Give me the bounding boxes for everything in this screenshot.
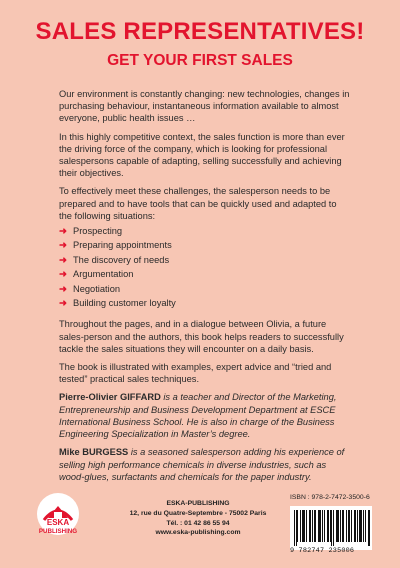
list-item-label: Building customer loyalty: [73, 298, 176, 309]
barcode-bar: [351, 510, 352, 542]
arrow-icon: ➜: [59, 226, 67, 237]
list-item-label: Argumentation: [73, 269, 134, 280]
paragraph-challenges: To effectively meet these challenges, the salesperson needs to be prepared and to have tools that can be quickly used and adapted to the following situations:: [59, 186, 337, 221]
list-item-label: Negotiation: [73, 283, 121, 294]
list-item: [59, 296, 351, 310]
arrow-icon: ➜: [59, 298, 67, 309]
barcode-bar: [349, 510, 350, 542]
barcode-bar: [324, 510, 325, 542]
barcode-bar: [365, 510, 366, 542]
barcode-bar: [331, 510, 332, 546]
barcode-bar: [297, 510, 298, 542]
barcode-bar: [303, 510, 304, 542]
cover-title: SALES REPRESENTATIVES!: [35, 18, 365, 45]
author-bio-burgess: [59, 446, 351, 483]
isbn-label: ISBN : 978-2-7472-3500-6: [290, 494, 370, 501]
barcode-bar: [320, 510, 321, 542]
barcode-bar: [302, 510, 303, 542]
barcode-bar: [354, 510, 355, 542]
barcode-bar: [330, 510, 331, 542]
logo-subtitle: PUBLISHING: [38, 528, 78, 535]
barcode-bar: [361, 510, 362, 542]
footer: [0, 484, 400, 568]
list-item-label: Prospecting: [73, 226, 123, 237]
arrow-icon: ➜: [59, 269, 67, 280]
author-name: Mike BURGESS: [59, 447, 129, 458]
barcode-bar: [355, 510, 356, 542]
list-item: [59, 224, 351, 238]
logo-wordmark: ESKA: [46, 518, 70, 527]
list-item: [59, 238, 351, 252]
barcode-bar: [312, 510, 313, 542]
list-item: [59, 267, 351, 281]
situations-list: [59, 224, 351, 310]
barcode-bar: [359, 510, 360, 542]
barcode-bar: [300, 510, 301, 542]
barcode-bar: [322, 510, 323, 542]
paragraph-dialogue: Throughout the pages, and in a dialogue between Olivia, a future sales-person and the authors, this book helps readers to successfully tackle the sales situations they will encounter on a daily basis.: [59, 319, 344, 354]
barcode-bars: [290, 506, 372, 548]
paragraph-context: In this highly competitive context, the sales function is more than ever the driving force of the company, which is looking for professional salespersons capable of adapting, selling successfully and achieving their objectives.: [59, 131, 345, 179]
author-bio-giffard: [59, 391, 351, 440]
barcode-bar: [319, 510, 320, 542]
author-bio: is a teacher and Director of the Marketing, Entrepreneurship and Business Development Department at ESCE International Business School. He is also in charge of the Business Engineering Specialization in Master’s degree.: [59, 392, 337, 440]
paragraph-illustrated: The book is illustrated with examples, expert advice and “tried and tested” practical sales techniques.: [59, 362, 332, 385]
barcode-bar: [336, 510, 337, 542]
publisher-address: 12, rue du Quatre-Septembre - 75002 Paris: [129, 509, 267, 517]
barcode-bar: [360, 510, 361, 542]
arrow-icon: ➜: [59, 240, 67, 251]
barcode-bar: [310, 510, 311, 542]
barcode-bar: [306, 510, 307, 542]
blurb: [59, 88, 351, 489]
barcode-bar: [363, 510, 364, 542]
cover-subtitle: GET YOUR FIRST SALES: [107, 52, 293, 69]
list-item: [59, 253, 351, 267]
arrow-icon: ➜: [59, 254, 67, 265]
author-bio: is a seasoned salesperson adding his experience of selling high performance chemicals in diverse industries, such as wood-glues, surfactants and chemicals for the paper industry.: [59, 447, 345, 482]
publisher-name: ESKA-PUBLISHING: [166, 500, 230, 507]
barcode-bar: [314, 510, 315, 542]
barcode-bar: [340, 510, 341, 542]
barcode-bar: [309, 510, 310, 542]
barcode-bar: [304, 510, 305, 542]
list-item: [59, 282, 351, 296]
barcode-bar: [369, 510, 370, 546]
barcode-bar: [357, 510, 358, 542]
barcode-bar: [348, 510, 349, 542]
barcode-bar: [343, 510, 344, 542]
publisher-website: www.eska-publishing.com: [155, 529, 241, 537]
publisher-info: [117, 499, 279, 538]
barcode: [290, 506, 372, 550]
barcode-bar: [337, 510, 338, 542]
barcode-bar: [368, 510, 369, 546]
barcode-bar: [294, 510, 295, 546]
list-item-label: Preparing appointments: [73, 240, 172, 251]
barcode-bar: [346, 510, 347, 542]
barcode-bar: [315, 510, 316, 542]
arrow-icon: ➜: [59, 283, 67, 294]
barcode-digits: 9 782747 235006: [290, 547, 355, 555]
barcode-bar: [328, 510, 329, 542]
paragraph-environment: Our environment is constantly changing: new technologies, changes in purchasing behaviour, instantaneous information available to almost everyone, public health issues …: [59, 89, 350, 124]
author-name: Pierre-Olivier GIFFARD: [59, 392, 161, 403]
barcode-bar: [318, 510, 319, 542]
publisher-phone: Tél. : 01 42 86 55 94: [166, 519, 230, 527]
barcode-bar: [333, 510, 334, 546]
list-item-label: The discovery of needs: [73, 254, 170, 265]
barcode-bar: [342, 510, 343, 542]
barcode-bar: [296, 510, 297, 546]
barcode-bar: [338, 510, 339, 542]
barcode-bar: [327, 510, 328, 542]
